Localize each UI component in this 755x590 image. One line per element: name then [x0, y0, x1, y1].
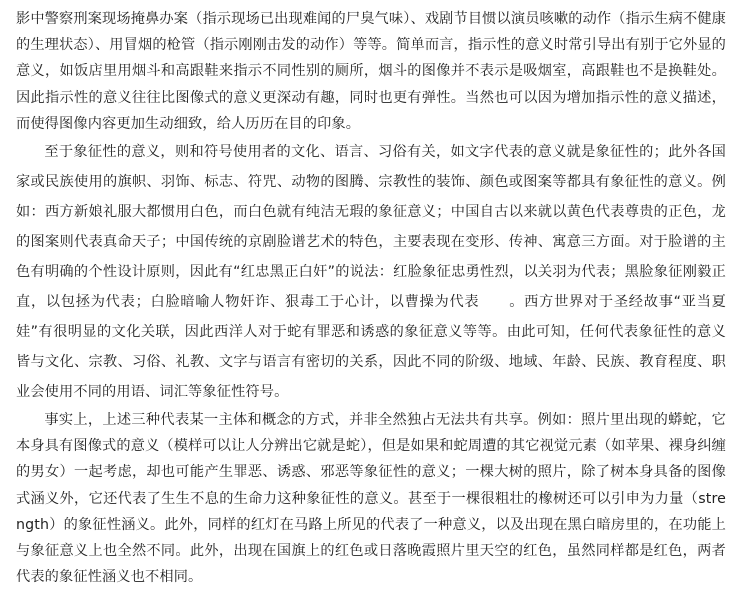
- paragraph-symbolic-meaning: 至于象征性的意义，则和符号使用者的文化、语言、习俗有关，如文字代表的意义就是象征性的；此外各国家或民族使用的旗帜、羽饰、标志、符咒、动物的图腾、宗教性的装饰、颜色或图案等都具有象征性的意义。例如：西方新娘礼服大都惯用白色，而白色就有纯洁无瑕的象征意义；中国自古以来就以黄色代表尊贵的正色，龙的图案则代表真命天子；中国传统的京剧脸谱艺术的特色，主要表现在变形、传神、寓意三方面。对于脸谱的主色有明确的个性设计原则，因此有“红忠黑正白奸”的说法：红脸象征忠勇性烈，以关羽为代表；黑脸象征刚毅正直，以包拯为代表；白脸暗喻人物奸诈、狠毒工于心计，以曹操为代表 。西方世界对于圣经故事“亚当夏娃”有很明显的文化关联，因此西洋人对于蛇有罪恶和诱惑的象征意义等等。由此可知，任何代表象征性的意义皆与文化、宗教、习俗、礼教、文字与语言有密切的关系，因此不同的阶级、地域、年龄、民族、教育程度、职业会使用不同的用语、词汇等象征性符号。: [16, 144, 726, 401]
- article-body: [16, 6, 726, 590]
- paragraph-combined-meanings: 事实上，上述三种代表某一主体和概念的方式，并非全然独占无法共有共享。例如：照片里出现的蟒蛇，它本身具有图像式的意义（模样可以让人分辨出它就是蛇），但是如果和蛇周遭的其它视觉元素（如苹果、裸身纠缠的男女）一起考虑，却也可能产生罪恶、诱惑、邪恶等象征性的意义；一棵大树的照片，除了树本身具备的图像式涵义外，它还代表了生生不息的生命力这种象征性的意义。甚至于一棵很粗壮的橡树还可以引申为力量（strength）的象征性涵义。此外，同样的红灯在马路上所见的代表了一种意义，以及出现在黑白暗房里的，在功能上与象征意义上也全然不同。此外，出现在国旗上的红色或日落晚霞照片里天空的红色，虽然同样都是红色，两者代表的象征性涵义也不相同。: [16, 412, 726, 586]
- paragraph-indexical-meaning: 影中警察刑案现场掩鼻办案（指示现场已出现难闻的尸臭气味）、戏剧节目惯以演员咳嗽的动作（指示生病不健康的生理状态）、用冒烟的枪管（指示刚刚击发的动作）等等。简单而言，指示性的意义时常引导出有别于它外显的意义，如饭店里用烟斗和高跟鞋来指示不同性别的厕所，烟斗的图像并不表示是吸烟室，高跟鞋也不是换鞋处。因此指示性的意义往往比图像式的意义更深动有趣，同时也更有弹性。当然也可以因为增加指示性的意义描述，而使得图像内容更加生动细致，给人历历在目的印象。: [16, 11, 726, 132]
